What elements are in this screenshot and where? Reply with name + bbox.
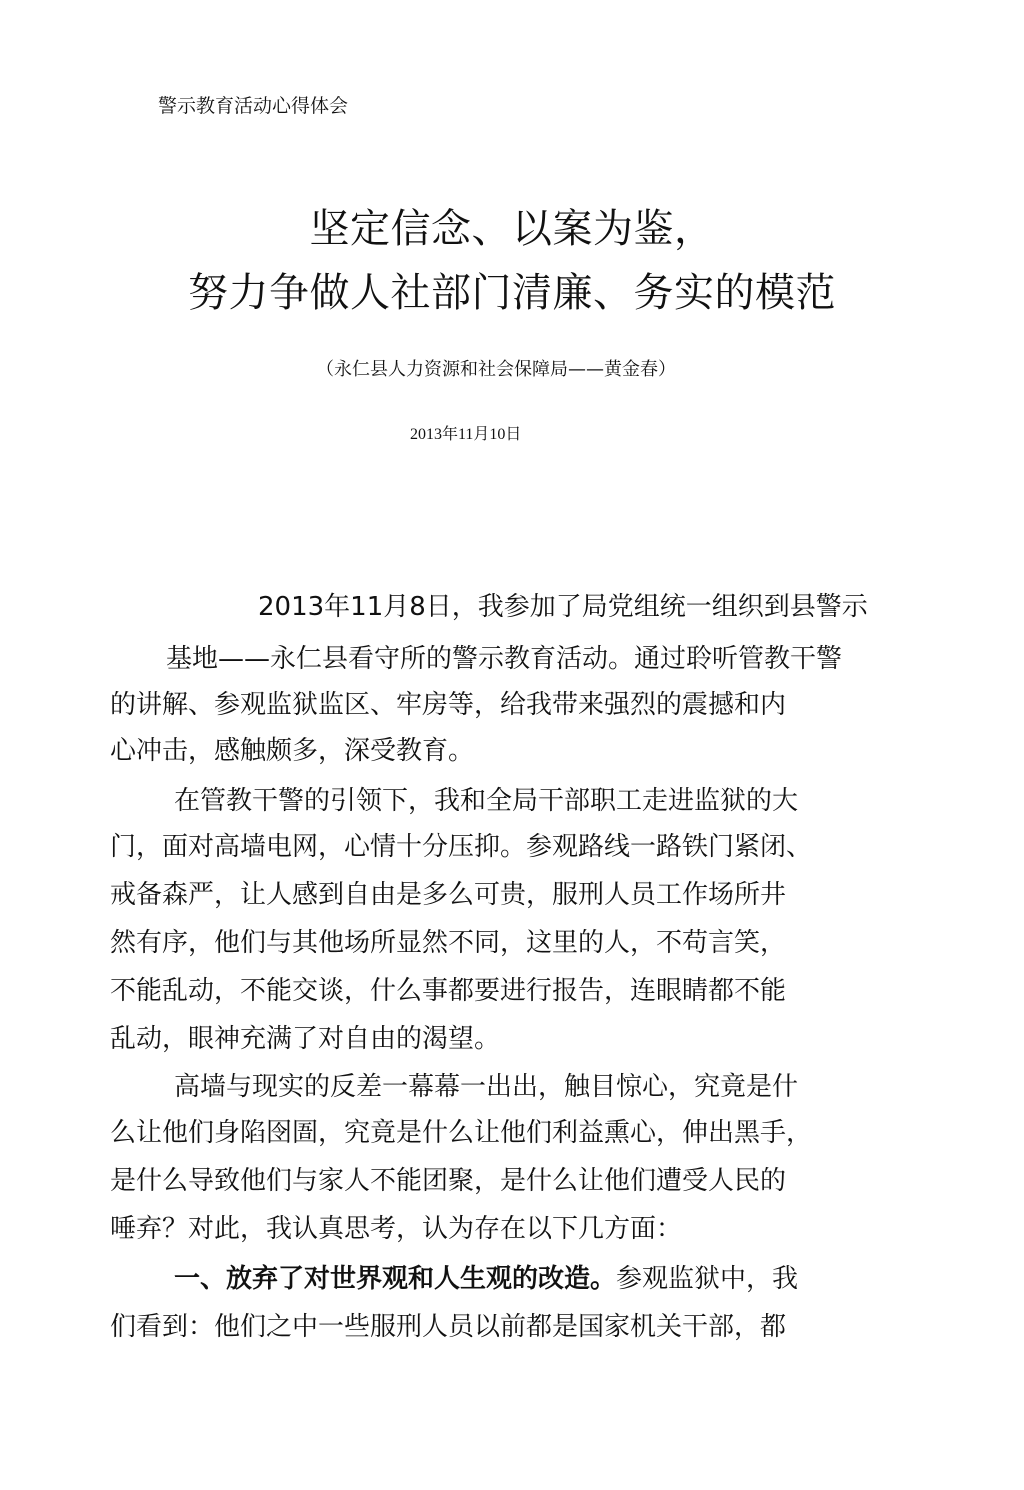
body-line: 唾弃？对此，我认真思考，认为存在以下几方面： xyxy=(110,1214,683,1244)
document-label: 警示教育活动心得体会 xyxy=(158,95,349,117)
body-line: 的讲解、参观监狱监区、牢房等，给我带来强烈的震撼和内 xyxy=(110,690,787,720)
body-line: 基地——永仁县看守所的警示教育活动。通过聆听管教干警 xyxy=(166,644,843,674)
author-line: （永仁县人力资源和社会保障局——黄金春） xyxy=(316,359,676,380)
body-line: 在管教干警的引领下，我和全局干部职工走进监狱的大 xyxy=(174,786,799,816)
point1-heading: 一、放弃了对世界观和人生观的改造。 xyxy=(174,1264,617,1294)
date-line: 2013年11月10日 xyxy=(410,426,522,443)
body-line: 高墙与现实的反差一幕幕一出出，触目惊心，究竟是什 xyxy=(174,1072,799,1102)
body-line: 门，面对高墙电网，心情十分压抑。参观路线一路铁门紧闭、 xyxy=(110,832,813,862)
body-line: 是什么导致他们与家人不能团聚，是什么让他们遭受人民的 xyxy=(110,1166,787,1196)
body-line: 不能乱动，不能交谈，什么事都要进行报告，连眼睛都不能 xyxy=(110,976,787,1006)
title-line-1: 坚定信念、以案为鉴， xyxy=(309,206,715,252)
body-line: 戒备森严，让人感到自由是多么可贵，服刑人员工作场所井 xyxy=(110,880,787,910)
body-line: 心冲击，感触颇多，深受教育。 xyxy=(110,736,475,766)
body-line: 乱动，眼神充满了对自由的渴望。 xyxy=(110,1024,501,1054)
body-line: 然有序，他们与其他场所显然不同，这里的人，不苟言笑， xyxy=(110,928,787,958)
body-line: 么让他们身陷囹圄，究竟是什么让他们利益熏心，伸出黑手， xyxy=(110,1118,813,1148)
body-line: 2013年11月8日，我参加了局党组统一组织到县警示 xyxy=(258,592,868,622)
title-line-2: 努力争做人社部门清廉、务实的模范 xyxy=(188,270,836,316)
body-line: 们看到：他们之中一些服刑人员以前都是国家机关干部，都 xyxy=(110,1312,787,1342)
point1-text: 参观监狱中，我 xyxy=(616,1264,799,1294)
point1-line xyxy=(174,1262,798,1296)
